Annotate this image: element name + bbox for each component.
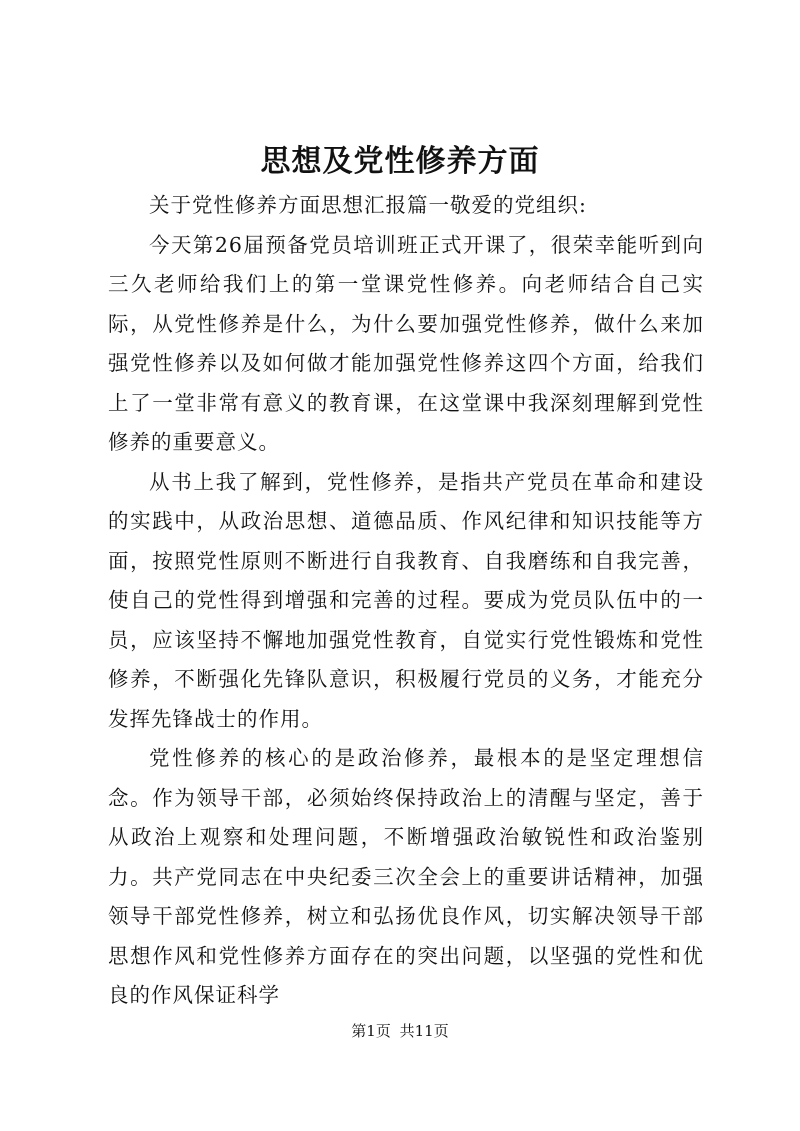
page-number: 第1页 [351,1022,391,1040]
page-total: 共11页 [399,1022,449,1040]
paragraph-3: 党性修养的核心的是政治修养，最根本的是坚定理想信念。作为领导干部，必须始终保持政治上的清醒与坚定，善于从政治上观察和处理问题，不断增强政治敏锐性和政治鉴别力。共产党同志在中央纪委三次全会上的重要讲话精神，加强领导干部党性修养，树立和弘扬优良作风，切实解决领导干部思想作风和党性修养方面存在的突出问题，以坚强的党性和优良的作风保证科学 [108,746,704,1007]
paragraph-salutation: 关于党性修养方面思想汇报篇一敬爱的党组织: [149,193,587,217]
page-footer [0,1020,800,1042]
paragraph-2: 从书上我了解到，党性修养，是指共产党员在革命和建设的实践中，从政治思想、道德品质、作风纪律和知识技能等方面，按照党性原则不断进行自我教育、自我磨练和自我完善，使自己的党性得到增强和完善的过程。要成为党员队伍中的一员，应该坚持不懈地加强党性教育，自觉实行党性锻炼和党性修养，不断强化先锋队意识，积极履行党员的义务，才能充分发挥先锋战士的作用。 [108,469,704,731]
document-body [108,186,704,1016]
document-title: 思想及党性修养方面 [260,144,540,179]
paragraph-1: 今天第26届预备党员培训班正式开课了，很荣幸能听到向三久老师给我们上的第一堂课党性修养。向老师结合自己实际，从党性修养是什么，为什么要加强党性修养，做什么来加强党性修养以及如何做才能加强党性修养这四个方面，给我们上了一堂非常有意义的教育课，在这堂课中我深刻理解到党性修养的重要意义。 [108,232,704,454]
